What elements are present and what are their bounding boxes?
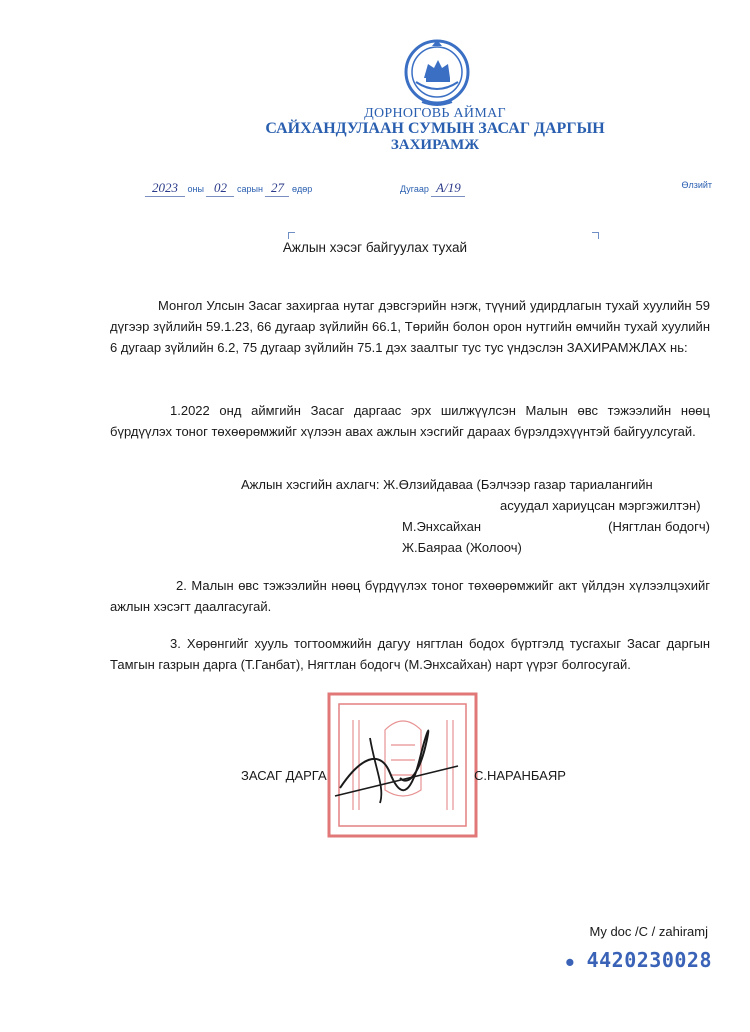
bullet-icon: ● — [566, 954, 575, 969]
member-1-name: М.Энхсайхан — [402, 519, 482, 534]
barcode-number-text: 4420230028 — [586, 948, 712, 972]
member-1-role: (Нягтлан бодогч) — [608, 519, 710, 534]
handwritten-signature — [330, 718, 460, 808]
aimag-name: ДОРНОГОВЬ АЙМАГ — [364, 106, 506, 121]
item-3-paragraph: 3. Хөрөнгийг хууль тогтоомжийн дагуу нягтлан бодох бүртгэлд тусгахыг Засаг даргын Тамгын газрын дарга (Т.Ганбат), Нягтлан бодогч (М.Энхсайхан) нарт үүрэг болгосугай. — [110, 636, 710, 672]
member-1-line — [402, 516, 710, 537]
day-label: өдөр — [291, 184, 313, 194]
year-label: оны — [187, 184, 204, 194]
document-subject: Ажлын хэсэг байгуулах тухай — [282, 240, 468, 255]
number-field — [400, 180, 465, 197]
date-field — [145, 180, 312, 197]
leader-name: Ж.Өлзийдаваа (Бэлчээр газар тариалангийн — [383, 477, 653, 492]
number-label: Дугаар — [400, 184, 429, 194]
item-2-paragraph: 2. Малын өвс тэжээлийн нөөц бүрдүүлэх тоног төхөөрөмжийг акт үйлдэн хүлээлцэхийг ажлын хэсэгт даалгасугай. — [110, 578, 710, 614]
leader-label: Ажлын хэсгийн ахлагч: — [241, 477, 380, 492]
year-handwritten: 2023 — [145, 180, 185, 197]
document-file-reference: My doc /C / zahiramj — [589, 924, 708, 939]
place-label: Өлзийт — [681, 180, 712, 190]
month-handwritten: 02 — [206, 180, 234, 197]
item-1-paragraph: 1.2022 онд аймгийн Засаг даргаас эрх шилжүүлсэн Малын өвс тэжээлийн нөөц бүрдүүлэх тоног төхөөрөмжийг хүлээн авах ажлын хэсгийг дараах бүрэлдэхүүнтэй байгуулсугай. — [110, 403, 710, 439]
month-label: сарын — [237, 184, 263, 194]
leader-role-continuation: асуудал хариуцсан мэргэжилтэн) — [500, 498, 701, 513]
signatory-title: ЗАСАГ ДАРГА — [241, 768, 327, 783]
subject-bracket-left — [288, 232, 295, 239]
member-2-line: Ж.Баяраа (Жолооч) — [402, 540, 522, 555]
subject-bracket-right — [592, 232, 599, 239]
organization-name: САЙХАНДУЛААН СУМЫН ЗАСАГ ДАРГЫН — [265, 120, 605, 137]
state-emblem — [402, 38, 472, 110]
mongolia-state-emblem-icon — [402, 38, 472, 110]
day-handwritten: 27 — [265, 180, 289, 197]
leader-line — [241, 474, 653, 495]
document-type: ЗАХИРАМЖ — [390, 137, 480, 153]
number-handwritten: А/19 — [431, 180, 465, 197]
handwritten-signature-icon — [330, 718, 460, 808]
intro-paragraph: Монгол Улсын Засаг захиргаа нутаг дэвсгэрийн нэгж, түүний удирдлагын тухай хуулийн 59 дүгээр зүйлийн 59.1.23, 66 дугаар зүйлийн 66.1, Төрийн болон орон нутгийн өмчийн тухай хуулийн 6 дугаар зүйлийн 6.2, 75 дугаар зүйлийн 75.1 дэх заалтыг тус тус үндэслэн ЗАХИРАМЖЛАХ нь: — [110, 298, 710, 355]
document-barcode-number — [566, 948, 712, 972]
signatory-name: С.НАРАНБАЯР — [474, 768, 566, 783]
